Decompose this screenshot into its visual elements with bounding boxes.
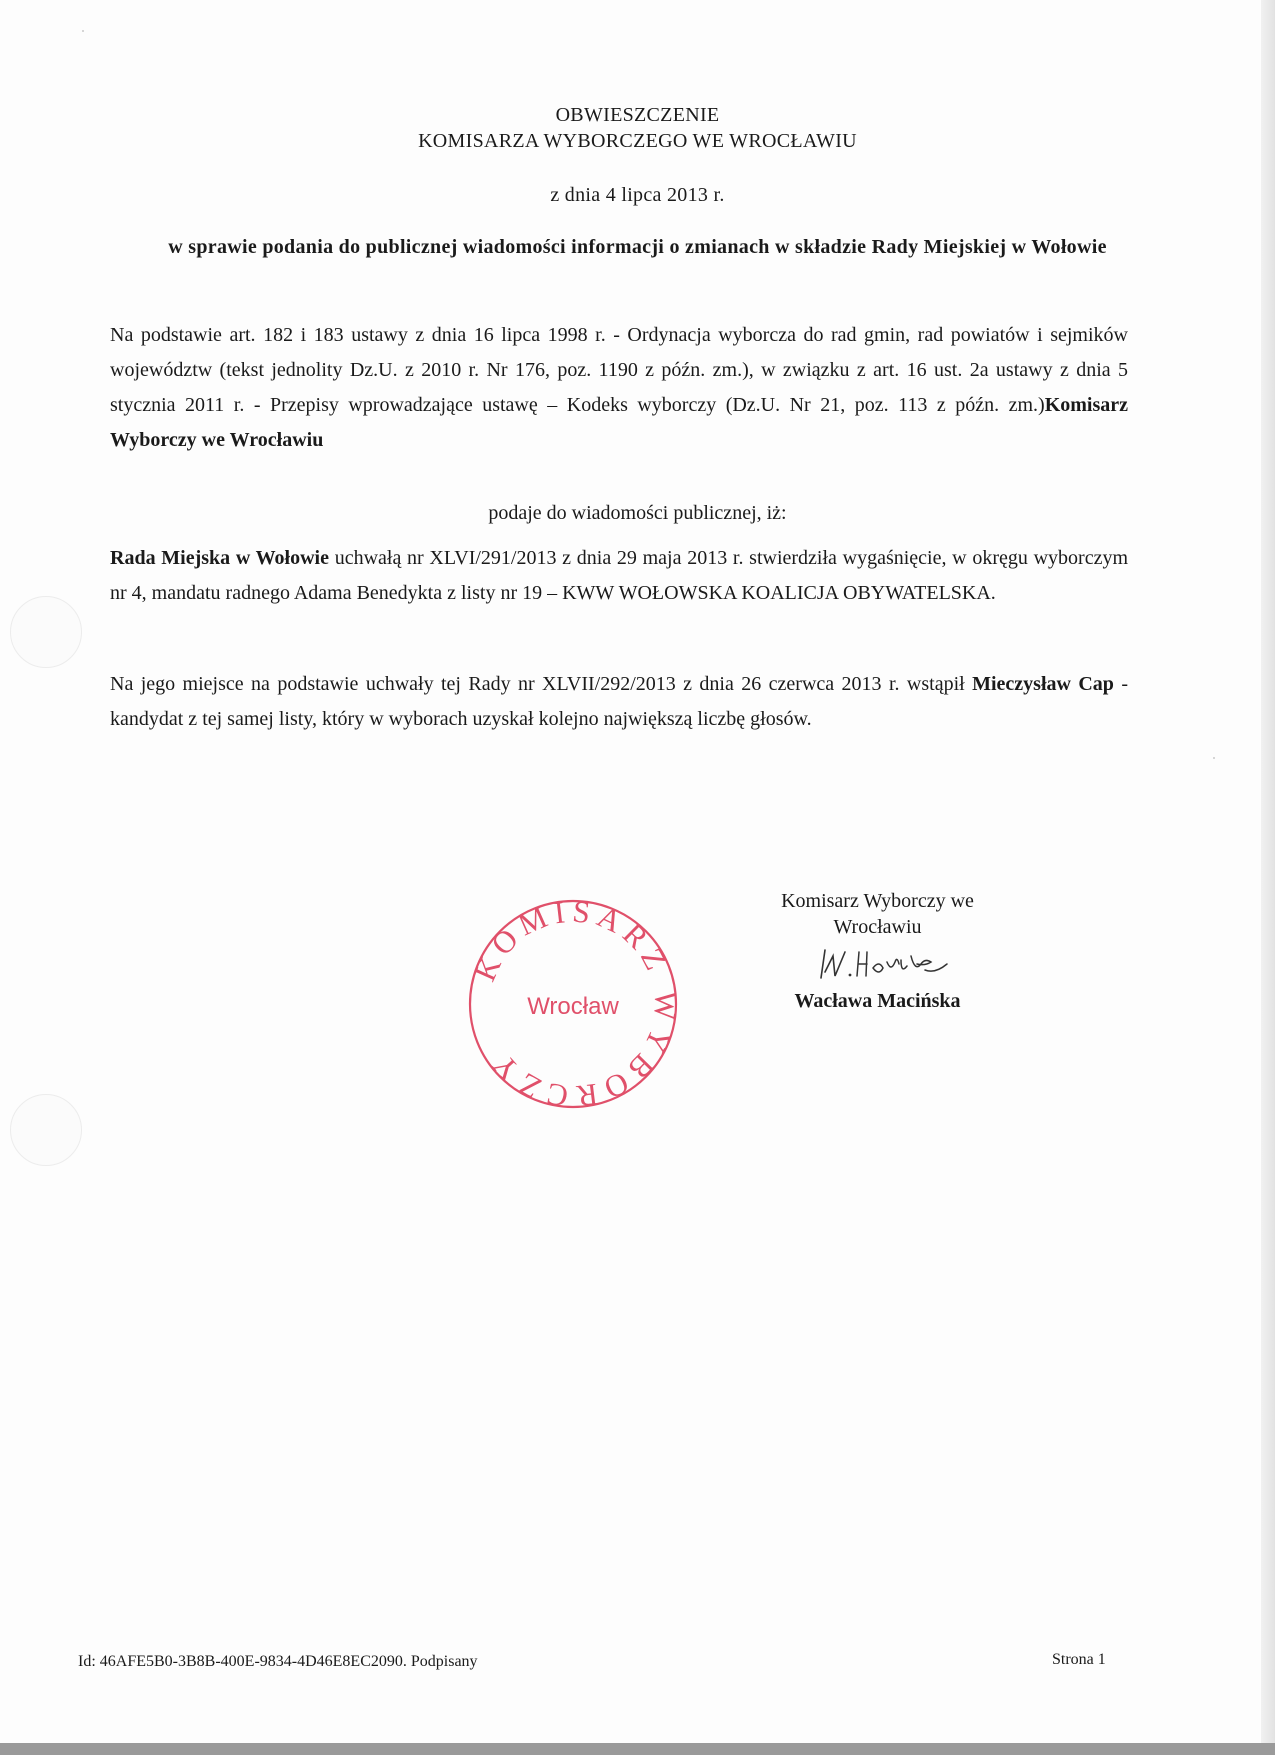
- mandate-expiry-paragraph: [110, 541, 1128, 611]
- announcement-intro: podaje do wiadomości publicznej, iż:: [488, 502, 787, 524]
- stamp-ring-text: KOMISARZ WYBORCZY: [466, 893, 684, 1115]
- scan-speck: [82, 30, 84, 32]
- page-number: Strona 1: [1052, 1651, 1106, 1668]
- scan-speck: [1213, 757, 1215, 759]
- legal-basis-paragraph: [110, 318, 1128, 458]
- punch-hole: [10, 596, 82, 668]
- stamp-center-text: Wrocław: [527, 993, 619, 1020]
- signatory-role-line1: Komisarz Wyborczy we: [781, 890, 974, 912]
- scan-edge-bottom: [0, 1743, 1275, 1755]
- document-title: OBWIESZCZENIE: [555, 104, 720, 126]
- signatory-role-line2: Wrocławiu: [833, 916, 922, 938]
- document-date: z dnia 4 lipca 2013 r.: [550, 184, 725, 206]
- replacement-text-end: - kandydat z tej samej listy, który w wyborach uzyskał kolejno największą liczbę głosów.: [110, 673, 1128, 730]
- official-stamp: [462, 893, 684, 1115]
- legal-basis-text: Na podstawie art. 182 i 183 ustawy z dnia 16 lipca 1998 r. - Ordynacja wyborcza do rad gmin, rad powiatów i sejmików województw (tekst jednolity Dz.U. z 2010 r. Nr 176, poz. 1190 z późn. zm.), w związku z art. 16 ust. 2a ustawy z dnia 5 stycznia 2011 r. - Przepisy wprowadzające ustawę – Kodeks wyborczy (Dz.U. Nr 21, poz. 113 z późn. zm.): [110, 324, 1128, 416]
- document-issuer: KOMISARZA WYBORCZEGO WE WROCŁAWIU: [418, 130, 857, 152]
- new-councillor-name: Mieczysław Cap: [972, 673, 1114, 695]
- signatory-role: [740, 888, 1015, 940]
- document-id: Id: 46AFE5B0-3B8B-400E-9834-4D46E8EC2090. Podpisany: [78, 1653, 478, 1670]
- replacement-text: Na jego miejsce na podstawie uchwały tej Rady nr XLVII/292/2013 z dnia 26 czerwca 2013 r. wstąpił: [110, 673, 973, 695]
- council-name: Rada Miejska w Wołowie: [110, 547, 329, 569]
- mandate-expiry-text: uchwałą nr XLVI/291/2013 z dnia 29 maja 2013 r. stwierdziła wygaśnięcie, w okręgu wyborczym nr 4, mandatu radnego Adama Benedykta z listy nr 19 – KWW WOŁOWSKA KOALICJA OBYWATELSKA.: [110, 547, 1128, 604]
- document-subject: w sprawie podania do publicznej wiadomości informacji o zmianach w składzie Rady Miejskiej w Wołowie: [168, 236, 1107, 258]
- handwritten-signature: [815, 942, 955, 986]
- scan-edge-right: [1261, 0, 1275, 1755]
- punch-hole: [10, 1094, 82, 1166]
- issuer-name: Komisarz Wyborczy we Wrocławiu: [110, 394, 1128, 451]
- signatory-name: Wacława Macińska: [794, 990, 961, 1012]
- replacement-paragraph: [110, 667, 1128, 737]
